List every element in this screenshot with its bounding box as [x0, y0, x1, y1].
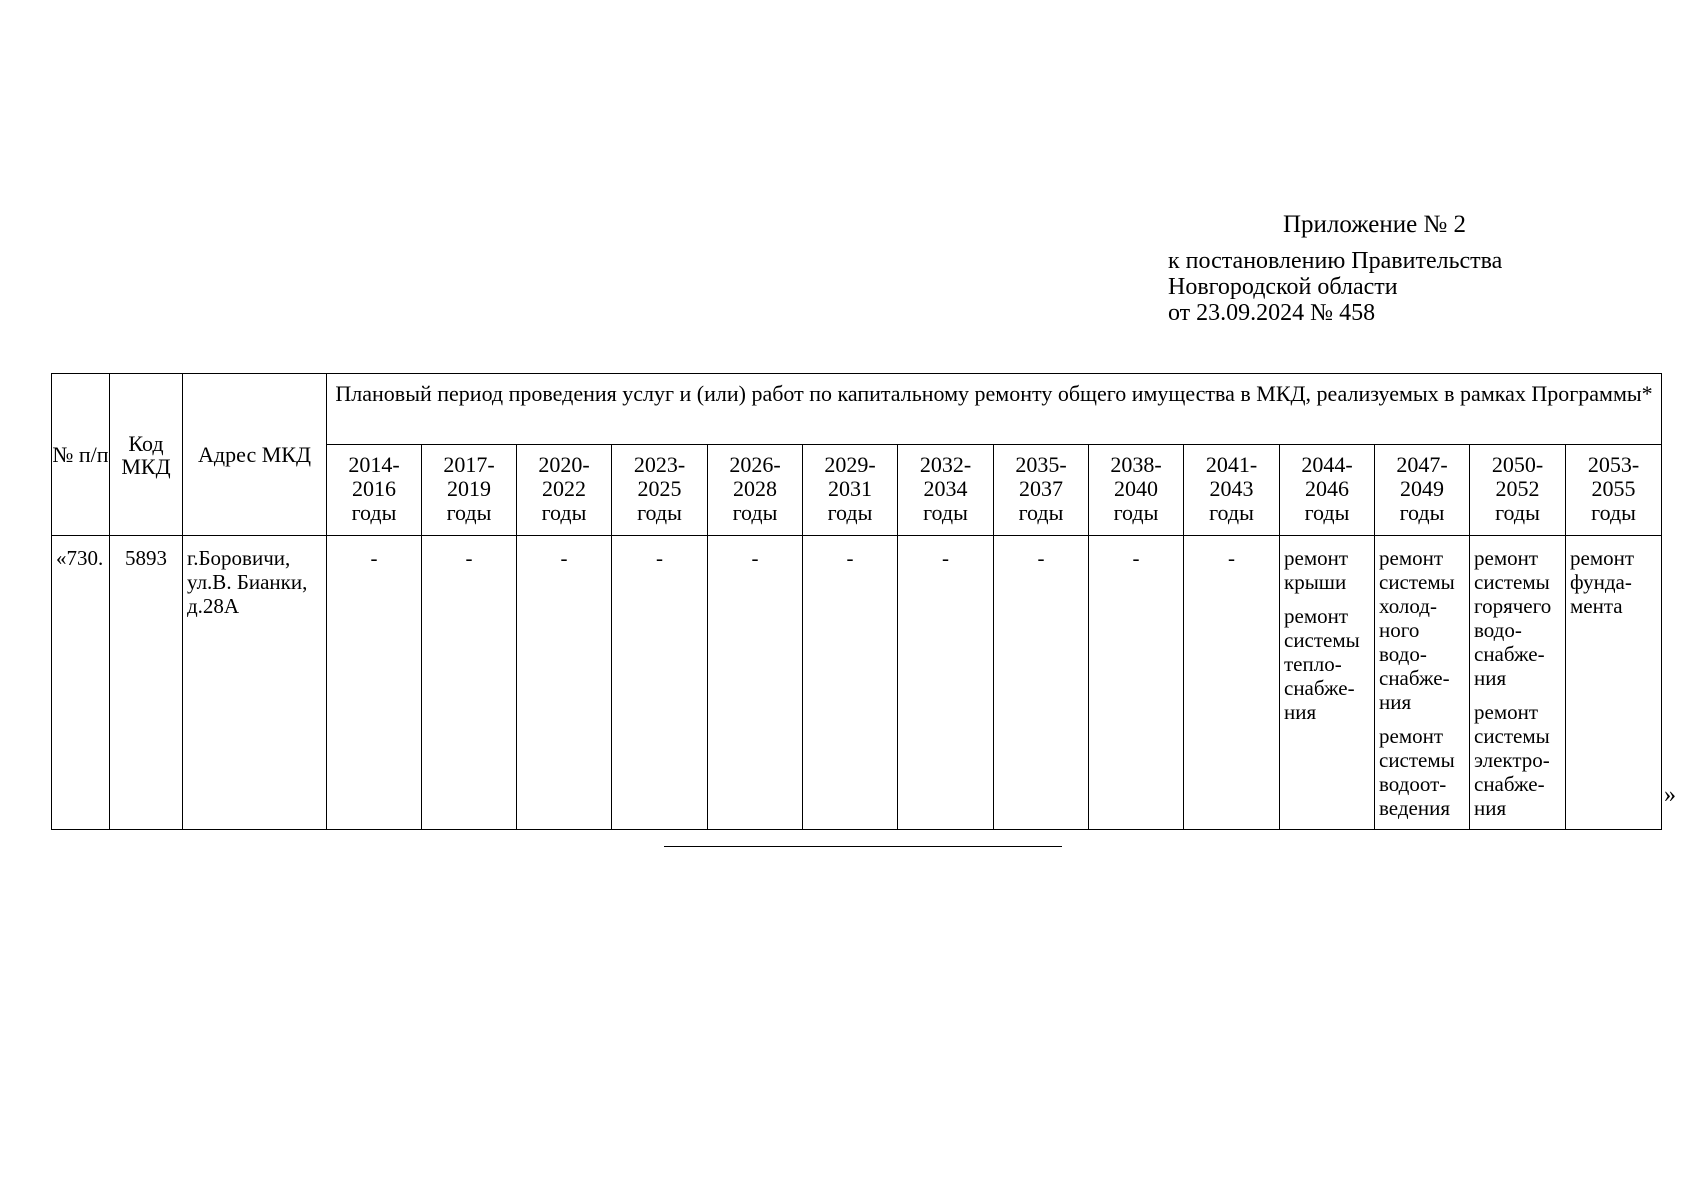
work-line: ремонт	[1474, 700, 1539, 724]
header-year-period	[1184, 445, 1280, 536]
header-year-period	[327, 445, 422, 536]
address-line: ул.В. Бианки,	[187, 570, 308, 594]
year-line: годы	[446, 500, 492, 525]
work-item	[1570, 546, 1661, 618]
work-line: водоот-	[1379, 772, 1447, 796]
work-item	[1474, 546, 1565, 690]
year-line: 2038-	[1110, 452, 1162, 477]
period-cell-empty: -	[994, 536, 1089, 830]
header-year-period	[1280, 445, 1375, 536]
footer-divider	[664, 846, 1062, 847]
year-line: 2017-	[443, 452, 495, 477]
work-line: ведения	[1379, 796, 1450, 820]
row-address	[183, 536, 327, 830]
work-line: водо-	[1474, 618, 1522, 642]
year-line: 2023-	[633, 452, 686, 477]
period-cell-empty: -	[803, 536, 898, 830]
period-cell-works	[1280, 536, 1375, 830]
period-cell-works	[1566, 536, 1662, 830]
work-line: системы	[1379, 748, 1455, 772]
year-line: годы	[1209, 500, 1254, 525]
appendix-line-1: к постановлению Правительства	[1168, 248, 1503, 274]
work-line: системы	[1474, 570, 1550, 594]
work-line: снабже-	[1474, 642, 1545, 666]
work-line: фунда-	[1570, 570, 1632, 594]
period-cell-empty: -	[898, 536, 994, 830]
year-line: годы	[637, 500, 682, 525]
work-line: ремонт	[1284, 546, 1349, 570]
year-line: 2026-	[729, 452, 781, 477]
row-num: «730.	[52, 536, 110, 830]
appendix-line-2: Новгородской области	[1168, 274, 1398, 300]
header-year-period	[708, 445, 803, 536]
period-cell-empty: -	[612, 536, 708, 830]
work-line: снабже-	[1284, 676, 1355, 700]
work-line: ного	[1379, 618, 1420, 642]
work-item	[1284, 604, 1374, 724]
work-line: водо-	[1379, 642, 1427, 666]
work-line: ния	[1284, 700, 1317, 724]
table-row	[52, 536, 1662, 830]
header-address: Адрес МКД	[183, 374, 327, 536]
work-line: мента	[1570, 594, 1623, 618]
header-year-period	[1375, 445, 1470, 536]
work-line: снабже-	[1474, 772, 1545, 796]
row-code: 5893	[110, 536, 183, 830]
address-line: д.28А	[187, 594, 240, 618]
year-line: годы	[732, 500, 778, 525]
period-cell-empty: -	[422, 536, 517, 830]
work-line: системы	[1379, 570, 1455, 594]
year-line: годы	[1304, 500, 1350, 525]
period-cell-empty: -	[1089, 536, 1184, 830]
year-line: годы	[827, 500, 873, 525]
year-line: 2034	[923, 476, 968, 501]
work-line: системы	[1474, 724, 1550, 748]
header-num: № п/п	[52, 374, 110, 536]
header-year-period	[517, 445, 612, 536]
period-cell-empty: -	[1184, 536, 1280, 830]
work-line: тепло-	[1284, 652, 1342, 676]
work-line: ремонт	[1284, 604, 1349, 628]
year-line: 2055	[1591, 476, 1636, 501]
year-line: 2053-	[1587, 452, 1640, 477]
header-year-period	[1089, 445, 1184, 536]
year-line: годы	[1399, 500, 1445, 525]
work-line: снабже-	[1379, 666, 1450, 690]
year-line: 2028	[733, 476, 777, 501]
header-year-period	[422, 445, 517, 536]
work-line: системы	[1284, 628, 1360, 652]
year-line: годы	[1591, 500, 1636, 525]
period-cell-empty: -	[327, 536, 422, 830]
year-line: 2022	[542, 476, 586, 501]
work-line: ремонт	[1379, 546, 1444, 570]
period-cell-empty: -	[517, 536, 612, 830]
year-line: 2014-	[348, 452, 400, 477]
year-line: 2050-	[1491, 452, 1544, 477]
work-line: ремонт	[1570, 546, 1635, 570]
address-line: г.Боровичи,	[187, 546, 291, 570]
header-code: Код МКД	[110, 374, 183, 536]
year-line: годы	[923, 500, 968, 525]
year-line: 2025	[637, 476, 682, 501]
header-year-period	[1470, 445, 1566, 536]
work-line: горячего	[1474, 594, 1552, 618]
year-line: годы	[1113, 500, 1159, 525]
year-line: 2032-	[919, 452, 972, 477]
work-line: холод-	[1379, 594, 1437, 618]
work-line: ремонт	[1379, 724, 1444, 748]
work-item	[1379, 724, 1469, 820]
work-line: ния	[1379, 690, 1412, 714]
year-line: 2040	[1114, 476, 1158, 501]
header-year-period	[994, 445, 1089, 536]
work-item	[1379, 546, 1469, 714]
year-line: 2046	[1305, 476, 1349, 501]
year-line: 2049	[1400, 476, 1444, 501]
header-year-period	[612, 445, 708, 536]
appendix-header	[1168, 212, 1502, 326]
year-line: 2031	[828, 476, 872, 501]
year-line: 2041-	[1205, 452, 1258, 477]
work-item	[1474, 700, 1565, 820]
period-cell-works	[1375, 536, 1470, 830]
appendix-title: Приложение № 2	[1283, 211, 1467, 238]
year-line: 2044-	[1301, 452, 1353, 477]
year-line: 2020-	[538, 452, 590, 477]
year-line: 2016	[352, 476, 396, 501]
work-line: ния	[1474, 666, 1507, 690]
repair-schedule-table	[51, 373, 1662, 830]
header-year-period	[898, 445, 994, 536]
work-item	[1284, 546, 1374, 594]
work-line: крыши	[1284, 570, 1347, 594]
year-line: годы	[541, 500, 587, 525]
year-line: 2019	[447, 476, 491, 501]
year-line: 2043	[1209, 476, 1254, 501]
year-line: 2052	[1495, 476, 1540, 501]
appendix-line-3: от 23.09.2024 № 458	[1168, 300, 1376, 326]
period-cell-works	[1470, 536, 1566, 830]
year-line: 2029-	[824, 452, 876, 477]
work-line: ремонт	[1474, 546, 1539, 570]
work-line: ния	[1474, 796, 1507, 820]
year-line: 2035-	[1015, 452, 1067, 477]
header-year-period	[1566, 445, 1662, 536]
period-cell-empty: -	[708, 536, 803, 830]
work-line: электро-	[1474, 748, 1550, 772]
year-line: годы	[1018, 500, 1064, 525]
closing-quote: »	[1664, 782, 1676, 808]
year-line: годы	[351, 500, 397, 525]
header-period: Плановый период проведения услуг и (или) работ по капитальному ремонту общего имущества в МКД, реализуемых в рамках Программы*	[327, 374, 1662, 445]
year-line: 2047-	[1396, 452, 1448, 477]
year-line: годы	[1495, 500, 1540, 525]
header-year-period	[803, 445, 898, 536]
year-line: 2037	[1019, 476, 1063, 501]
